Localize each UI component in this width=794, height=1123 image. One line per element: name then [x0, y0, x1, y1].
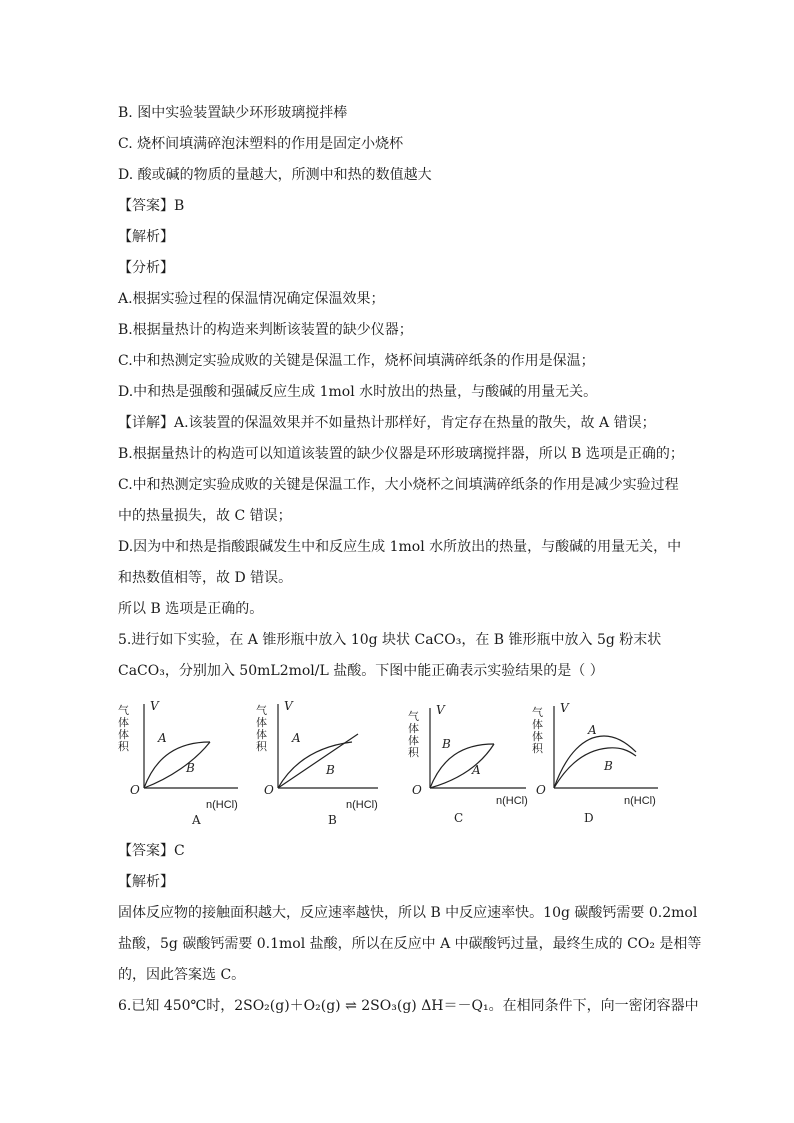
conclusion-line: 所以 B 选项是正确的。	[118, 601, 264, 617]
option-b: B. 图中实验装置缺少环形玻璃搅拌棒	[118, 105, 348, 121]
curve-a	[144, 742, 210, 788]
detail-line-a: 【详解】A.该装置的保温效果并不如量热计那样好，肯定存在热量的散失，故 A 错误；	[118, 415, 656, 431]
analysis-line-d: D.中和热是强酸和强碱反应生成 1mol 水时放出的热量，与酸碱的用量无关。	[118, 384, 598, 400]
fenxi-heading: 【分析】	[118, 260, 174, 276]
y-title-3: 体	[118, 728, 129, 741]
x-axis-label: n(HCl)	[346, 799, 378, 811]
origin-label: O	[412, 783, 422, 797]
analysis-line-a: A.根据实验过程的保温情况确定保温效果；	[118, 291, 385, 307]
y-axis-label: V	[284, 699, 293, 713]
detail-line-d2: 和热数值相等，故 D 错误。	[118, 570, 293, 586]
origin-label: O	[264, 783, 274, 797]
graph-panel-a	[108, 696, 258, 831]
curve-b	[554, 748, 636, 788]
solution-line-1: 固体反应物的接触面积越大，反应速率越快，所以 B 中反应速率快。10g 碳酸钙需要 0.2mol	[118, 905, 698, 921]
y-title-4: 积	[256, 740, 267, 753]
y-title-2: 体	[118, 716, 129, 729]
x-axis-label: n(HCl)	[624, 795, 656, 807]
analysis-heading-5: 【解析】	[118, 874, 174, 890]
solution-line-2: 盐酸，5g 碳酸钙需要 0.1mol 盐酸，所以在反应中 A 中碳酸钙过量，最终生成的 CO₂ 是相等	[118, 936, 702, 952]
detail-line-d1: D.因为中和热是指酸跟碱发生中和反应生成 1mol 水所放出的热量，与酸碱的用量无关，中	[118, 539, 682, 555]
y-axis-label: V	[560, 701, 569, 715]
y-title-2: 体	[408, 722, 419, 735]
x-axis-label: n(HCl)	[206, 799, 238, 811]
options-graphs	[108, 696, 668, 831]
y-title-3: 体	[532, 730, 543, 743]
question-6-line-1: 6.已知 450℃时，2SO₂(g)＋O₂(g) ⇌ 2SO₃(g) ΔH＝－Q₁。在相同条件下，向一密闭容器中	[118, 998, 699, 1014]
y-title-4: 积	[118, 740, 129, 753]
y-title-1: 气	[408, 710, 419, 723]
option-c: C. 烧杯间填满碎泡沫塑料的作用是固定小烧杯	[118, 136, 404, 152]
y-title-4: 积	[408, 746, 419, 759]
option-d: D. 酸或碱的物质的量越大，所测中和热的数值越大	[118, 167, 432, 183]
question-5-line-2: CaCO₃，分别加入 50mL2mol/L 盐酸。下图中能正确表示实验结果的是（ ）	[118, 663, 604, 679]
y-title-2: 体	[256, 716, 267, 729]
curve-label-2: A	[472, 763, 481, 777]
y-title-3: 体	[256, 728, 267, 741]
panel-label-d: D	[584, 811, 594, 825]
analysis-heading-4: 【解析】	[118, 229, 174, 245]
y-title-4: 积	[532, 742, 543, 755]
curve-label-1: A	[588, 723, 597, 737]
y-title-3: 体	[408, 734, 419, 747]
solution-line-3: 的，因此答案选 C。	[118, 967, 246, 983]
curve-label-1: A	[292, 731, 301, 745]
panel-label-c: C	[454, 811, 464, 825]
curve-label-2: B	[326, 763, 335, 777]
x-axis-label: n(HCl)	[496, 795, 528, 807]
detail-line-b: B.根据量热计的构造可以知道该装置的缺少仪器是环形玻璃搅拌器，所以 B 选项是正确的；	[118, 446, 684, 462]
detail-line-c1: C.中和热测定实验成败的关键是保温工作，大小烧杯之间填满碎纸条的作用是减少实验过程	[118, 477, 679, 493]
y-title-1: 气	[532, 706, 543, 719]
curve-label-2: B	[186, 761, 195, 775]
curve-b	[430, 744, 494, 788]
detail-line-c2: 中的热量损失，故 C 错误；	[118, 508, 292, 524]
curve-b	[278, 734, 358, 788]
answer-heading-4: 【答案】B	[118, 198, 185, 214]
analysis-line-c: C.中和热测定实验成败的关键是保温工作，烧杯间填满碎纸条的作用是保温；	[118, 353, 595, 369]
analysis-line-b: B.根据量热计的构造来判断该装置的缺少仪器；	[118, 322, 413, 338]
y-title-2: 体	[532, 718, 543, 731]
y-axis-label: V	[150, 699, 159, 713]
curve-label-1: B	[442, 737, 451, 751]
answer-heading-5: 【答案】C	[118, 843, 185, 859]
panel-label-a: A	[192, 813, 201, 827]
graph-panel-d	[516, 696, 666, 831]
question-5-line-1: 5.进行如下实验，在 A 锥形瓶中放入 10g 块状 CaCO₃，在 B 锥形瓶中放入 5g 粉末状	[118, 632, 662, 648]
y-axis-label: V	[436, 703, 445, 717]
graph-panel-b	[246, 696, 396, 831]
origin-label: O	[130, 783, 140, 797]
panel-label-b: B	[328, 813, 337, 827]
curve-label-2: B	[604, 759, 613, 773]
curve-label-1: A	[158, 731, 167, 745]
curve-a	[554, 736, 636, 788]
y-title-1: 气	[118, 704, 129, 717]
origin-label: O	[536, 783, 546, 797]
y-title-1: 气	[256, 704, 267, 717]
